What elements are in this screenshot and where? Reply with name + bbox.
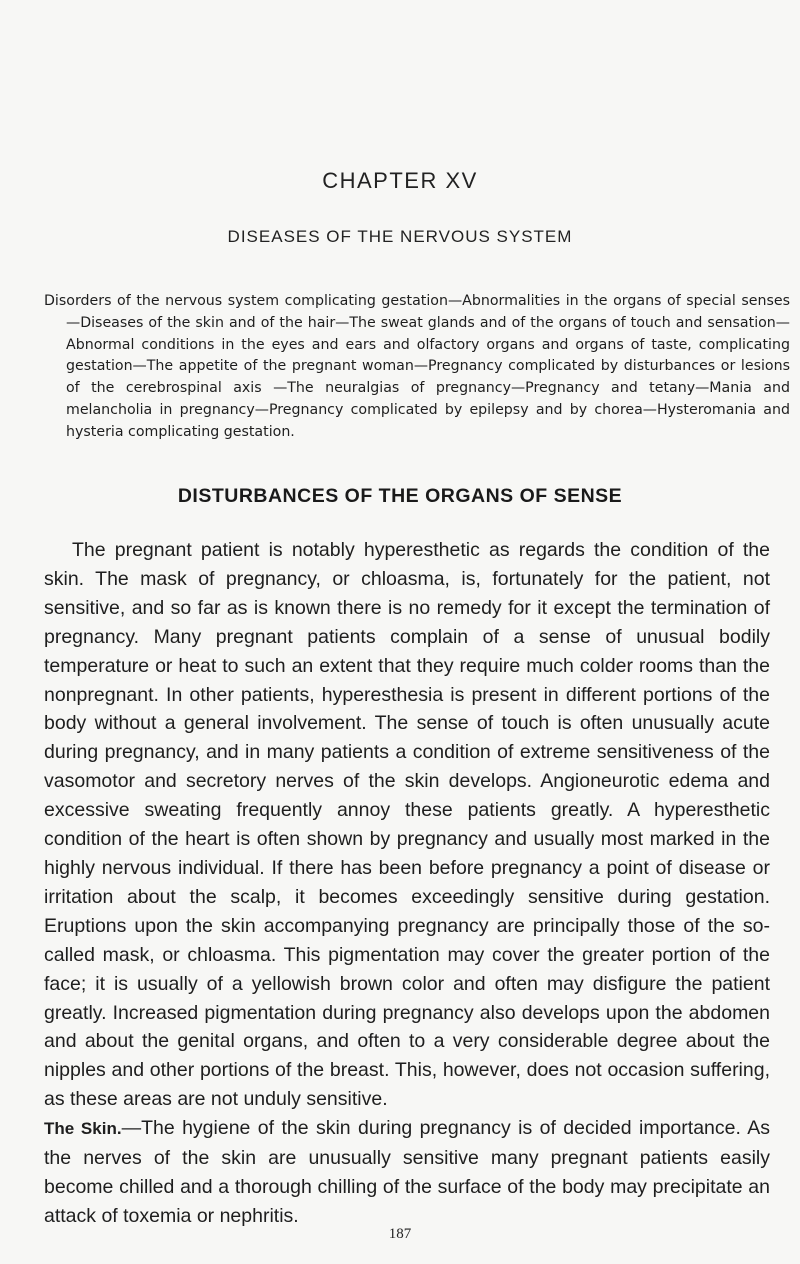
paragraph-the-skin (44, 1114, 770, 1231)
section-body (44, 536, 770, 1231)
page-number: 187 (388, 1226, 412, 1242)
run-in-heading: The Skin. (44, 1119, 122, 1139)
chapter-label: CHAPTER XV (322, 168, 478, 193)
section-heading: DISTURBANCES OF THE ORGANS OF SENSE (177, 485, 623, 507)
chapter-title: DISEASES OF THE NERVOUS SYSTEM (227, 227, 573, 246)
paragraph-skin-hyperesthesia: The pregnant patient is notably hyperesthetic as regards the condition of the skin. The mask of pregnancy, or chloasma, is, fortunately for the patient, not sensitive, and so far as is known there is no remedy for it except the termination of pregnancy. Many pregnant patients complain of a sense of unusual bodily temperature or heat to such an extent that they require much colder rooms than the nonpregnant. In other patients, hyperesthesia is present in different portions of the body without a general involvement. The sense of touch is often unusually acute during pregnancy, and in many patients a condition of extreme sensitiveness of the vasomotor and secretory nerves of the skin develops. Angioneurotic edema and excessive sweating frequently annoy these patients greatly. A hyperesthetic condition of the heart is often shown by pregnancy and usually most marked in the highly nervous individual. If there has been before pregnancy a point of disease or irritation about the scalp, it becomes exceedingly sensitive during gestation. Eruptions upon the skin accompanying pregnancy are principally those of the so-called mask, or chloasma. This pigmentation may cover the greater portion of the face; it is usually of a yellowish brown color and often may disfigure the patient greatly. Increased pigmentation during pregnancy also develops upon the abdomen and about the genital organs, and often to a very considerable degree about the nipples and other portions of the breast. This, however, does not occasion suffering, as these areas are not unduly sensitive. (44, 539, 770, 1111)
paragraph-the-skin-text: —The hygiene of the skin during pregnancy is of decided importance. As the nerves of the skin are unusually sensitive many pregnant patients easily become chilled and a thorough chilling of the surface of the body may precipitate an attack of toxemia or nephritis. (44, 1117, 770, 1227)
chapter-synopsis: Disorders of the nervous system complicating gestation—Abnormalities in the organs of special senses—Diseases of the skin and of the hair—The sweat glands and of the organs of touch and sensation—Abnormal conditions in the eyes and ears and olfactory organs and organs of taste, complicating gestation—The appetite of the pregnant woman—Pregnancy complicated by disturbances or lesions of the cerebrospinal axis —The neuralgias of pregnancy—Pregnancy and tetany—Mania and melancholia in pregnancy—Pregnancy complicated by epilepsy and by chorea—Hysteromania and hysteria complicating gestation. (44, 293, 790, 440)
